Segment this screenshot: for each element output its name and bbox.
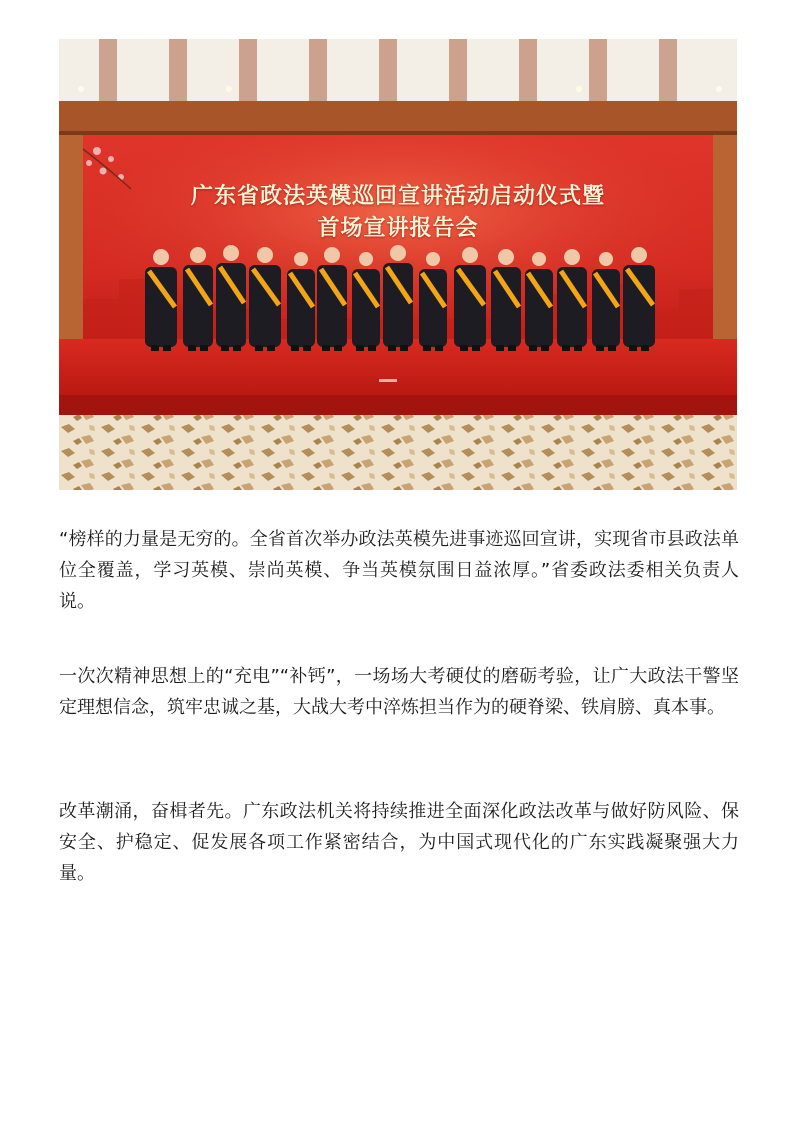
paragraph-3: 改革潮涌，奋楫者先。广东政法机关将持续推进全面深化政法改革与做好防风险、保安全、护稳定、促发展各项工作紧密结合，为中国式现代化的广东实践凝聚强大力量。 — [59, 801, 739, 884]
banner-title-line1: 广东省政法英模巡回宣讲活动启动仪式暨 — [190, 183, 605, 209]
event-photo — [59, 39, 737, 490]
paragraph-2: 一次次精神思想上的“充电”“补钙”，一场场大考硬仗的磨砺考验，让广大政法干警坚定理想信念，筑牢忠诚之基，大战大考中淬炼担当作为的硬脊梁、铁肩膀、真本事。 — [59, 666, 739, 718]
stage-illustration — [59, 39, 737, 490]
banner-title-line2: 首场宣讲报告会 — [317, 215, 479, 241]
paragraph-1: “榜样的力量是无穷的。全省首次举办政法英模先进事迹巡回宣讲，实现省市县政法单位全覆盖，学习英模、崇尚英模、争当英模氛围日益浓厚。”省委政法委相关负责人说。 — [59, 529, 739, 612]
